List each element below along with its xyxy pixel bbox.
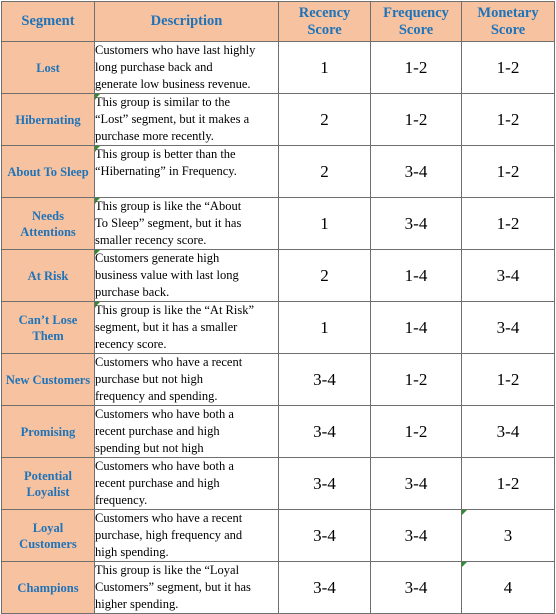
comment-marker-icon: [95, 198, 100, 203]
frequency-score-cell: [371, 94, 462, 146]
description-line: recency score.: [95, 337, 167, 351]
description-line: recent purchase and high: [95, 424, 220, 438]
segment-cell: [2, 354, 95, 406]
table-row: [2, 302, 555, 354]
recency-score-cell: [279, 94, 371, 146]
monetary-score-cell: [462, 354, 555, 406]
description-line: To Sleep” segment, but it has: [95, 216, 242, 230]
score-value: 1-2: [496, 369, 520, 389]
table-row: [2, 354, 555, 406]
description-line: This group is better than the: [95, 147, 236, 161]
description-line: This group is like the “Loyal: [95, 563, 240, 577]
segment-cell: [2, 94, 95, 146]
score-value: 1-4: [404, 265, 428, 285]
header-segment: Segment: [2, 2, 95, 42]
description-line: Customers who have a recent: [95, 511, 243, 525]
recency-score-cell: [279, 250, 371, 302]
description-cell: [95, 302, 279, 354]
segment-label: Lost: [36, 60, 60, 75]
description-line: purchase back.: [95, 285, 170, 299]
description-cell: [95, 562, 279, 614]
segment-cell: [2, 302, 95, 354]
table-row: [2, 458, 555, 510]
score-value: 1-2: [404, 57, 428, 77]
segment-label: Loyalist: [26, 484, 70, 499]
description-line: generate low business revenue.: [95, 77, 251, 91]
description-line: Customers” segment, but it has: [95, 580, 251, 594]
score-value: 3-4: [404, 577, 428, 597]
description-line: frequency and spending.: [95, 389, 218, 403]
description-cell: [95, 250, 279, 302]
description-cell: [95, 458, 279, 510]
monetary-score-cell: [462, 42, 555, 94]
score-value: 1-2: [496, 213, 520, 233]
score-value: 1: [320, 317, 329, 337]
table-row: [2, 510, 555, 562]
description-cell: [95, 146, 279, 198]
description-line: higher spending.: [95, 597, 179, 611]
description-cell: [95, 510, 279, 562]
segment-label: Needs: [32, 208, 64, 223]
frequency-score-cell: [371, 406, 462, 458]
score-value: 3-4: [404, 525, 428, 545]
score-value: 3-4: [313, 577, 336, 597]
description-line: purchase but not high: [95, 372, 203, 386]
description-line: Customers who have both a: [95, 459, 234, 473]
score-value: 3-4: [404, 213, 428, 233]
segment-label: New Customers: [5, 372, 91, 387]
frequency-score-cell: [371, 198, 462, 250]
description-line: segment, but it has a smaller: [95, 320, 238, 334]
segment-cell: [2, 406, 95, 458]
monetary-score-cell: [462, 406, 555, 458]
header-monetary-score: Monetary Score: [462, 2, 555, 42]
frequency-score-cell: [371, 458, 462, 510]
description-cell: [95, 94, 279, 146]
score-value: 1: [320, 57, 329, 77]
description-cell: [95, 198, 279, 250]
score-value: 2: [320, 265, 329, 285]
description-line: This group is similar to the: [95, 95, 231, 109]
segment-label: Can’t Lose: [18, 312, 78, 327]
score-value: 3-4: [496, 317, 520, 337]
segment-cell: [2, 198, 95, 250]
table-row: [2, 250, 555, 302]
recency-score-cell: [279, 302, 371, 354]
segment-cell: [2, 146, 95, 198]
score-value: 1-2: [404, 369, 428, 389]
description-line: “Hibernating” in Frequency.: [95, 164, 237, 178]
score-value: 3-4: [313, 421, 336, 441]
score-value: 4: [503, 577, 513, 597]
frequency-score-cell: [371, 250, 462, 302]
score-value: 3-4: [313, 369, 336, 389]
description-line: “Lost” segment, but it makes a: [95, 112, 250, 126]
segment-label: Hibernating: [15, 112, 81, 127]
rfm-segment-table: [1, 1, 555, 614]
table-row: [2, 562, 555, 614]
score-value: 3: [503, 525, 513, 545]
score-value: 1: [320, 213, 329, 233]
comment-marker-icon: [95, 302, 100, 307]
description-line: frequency.: [95, 493, 148, 507]
segment-cell: [2, 250, 95, 302]
table-row: [2, 146, 555, 198]
table-row: [2, 406, 555, 458]
description-line: This group is like the “At Risk”: [95, 303, 255, 317]
description-line: high spending.: [95, 545, 169, 559]
score-value: 3-4: [404, 473, 428, 493]
segment-label: Customers: [19, 536, 77, 551]
description-line: business value with last long: [95, 268, 239, 282]
segment-label: Loyal: [32, 520, 64, 535]
score-value: 1-4: [404, 317, 428, 337]
score-value: 2: [320, 109, 329, 129]
comment-marker-icon: [95, 146, 100, 151]
monetary-score-cell: [462, 198, 555, 250]
recency-score-cell: [279, 198, 371, 250]
recency-score-cell: [279, 42, 371, 94]
recency-score-cell: [279, 562, 371, 614]
frequency-score-cell: [371, 42, 462, 94]
score-value: 1-2: [404, 421, 428, 441]
score-value: 1-2: [496, 161, 520, 181]
table-row: [2, 94, 555, 146]
monetary-score-cell: [462, 250, 555, 302]
score-value: 3-4: [313, 473, 336, 493]
header-recency-score: Recency Score: [279, 2, 371, 42]
description-cell: [95, 42, 279, 94]
frequency-score-cell: [371, 302, 462, 354]
segment-label: Attentions: [20, 224, 76, 239]
score-value: 3-4: [496, 265, 520, 285]
header-description: Description: [95, 2, 279, 42]
recency-score-cell: [279, 406, 371, 458]
segment-label: Potential: [24, 468, 72, 483]
description-line: recent purchase and high: [95, 476, 220, 490]
segment-cell: [2, 458, 95, 510]
comment-marker-icon: [462, 510, 467, 515]
description-line: Customers who have a recent: [95, 355, 243, 369]
description-line: spending but not high: [95, 441, 204, 455]
segment-label: Champions: [17, 580, 79, 595]
description-line: long purchase back and: [95, 60, 213, 74]
monetary-score-cell: [462, 94, 555, 146]
score-value: 1-2: [496, 109, 520, 129]
description-line: This group is like the “About: [95, 199, 242, 213]
description-line: Customers generate high: [95, 251, 220, 265]
table-row: [2, 42, 555, 94]
score-value: 1-2: [496, 57, 520, 77]
segment-cell: [2, 562, 95, 614]
segment-label: About To Sleep: [7, 164, 89, 179]
description-line: smaller recency score.: [95, 233, 207, 247]
segment-label: Them: [32, 328, 64, 343]
segment-label: Promising: [20, 424, 76, 439]
segment-cell: [2, 42, 95, 94]
monetary-score-cell: [462, 146, 555, 198]
table-row: [2, 198, 555, 250]
score-value: 1-2: [496, 473, 520, 493]
recency-score-cell: [279, 146, 371, 198]
score-value: 3-4: [313, 525, 336, 545]
recency-score-cell: [279, 354, 371, 406]
score-value: 2: [320, 161, 329, 181]
description-line: Customers who have last highly: [95, 43, 256, 57]
description-line: purchase more recently.: [95, 129, 214, 143]
frequency-score-cell: [371, 146, 462, 198]
monetary-score-cell: [462, 562, 555, 614]
monetary-score-cell: [462, 510, 555, 562]
monetary-score-cell: [462, 302, 555, 354]
segment-label: At Risk: [27, 268, 69, 283]
frequency-score-cell: [371, 354, 462, 406]
score-value: 3-4: [404, 161, 428, 181]
frequency-score-cell: [371, 510, 462, 562]
segment-cell: [2, 510, 95, 562]
comment-marker-icon: [95, 94, 100, 99]
description-line: Customers who have both a: [95, 407, 234, 421]
monetary-score-cell: [462, 458, 555, 510]
score-value: 1-2: [404, 109, 428, 129]
description-line: purchase, high frequency and: [95, 528, 243, 542]
recency-score-cell: [279, 458, 371, 510]
description-cell: [95, 406, 279, 458]
header-frequency-score: Frequency Score: [371, 2, 462, 42]
comment-marker-icon: [462, 562, 467, 567]
comment-marker-icon: [95, 250, 100, 255]
description-cell: [95, 354, 279, 406]
frequency-score-cell: [371, 562, 462, 614]
score-value: 3-4: [496, 421, 520, 441]
header-row: [2, 2, 555, 42]
recency-score-cell: [279, 510, 371, 562]
